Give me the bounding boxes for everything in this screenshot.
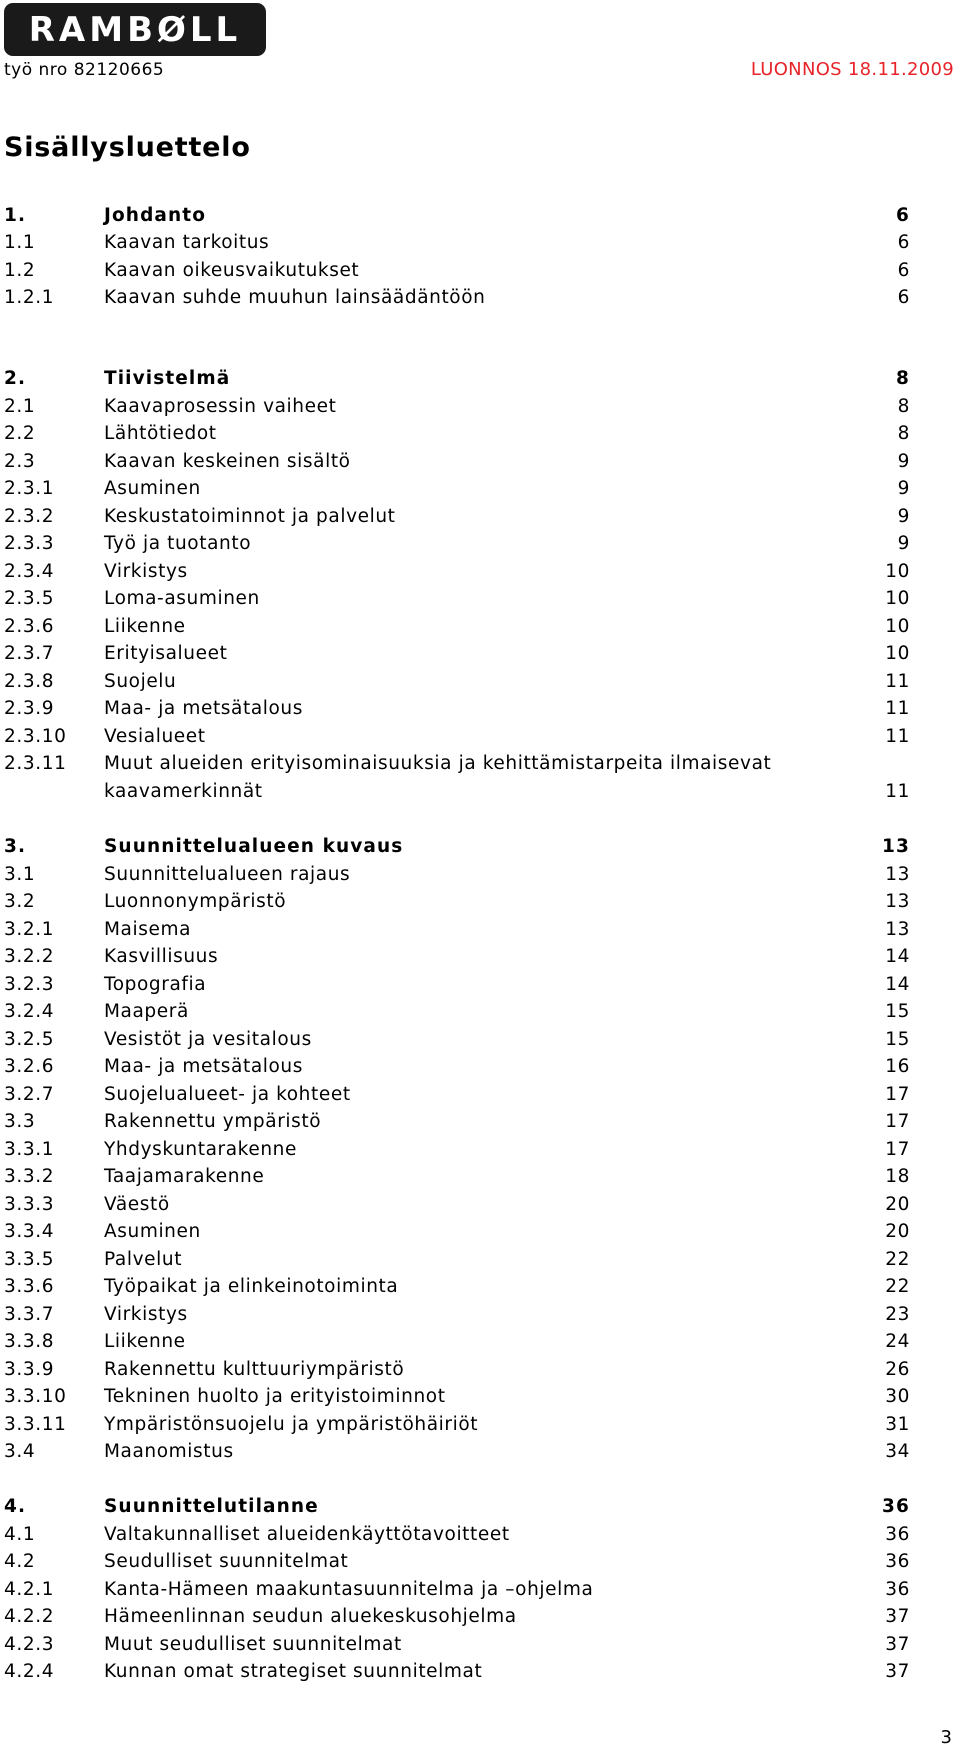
toc-entry-title: Työpaikat ja elinkeinotoiminta bbox=[104, 1276, 399, 1297]
toc-entry-number: 3.2.3 bbox=[4, 974, 55, 995]
toc-entry[interactable] bbox=[0, 778, 960, 806]
toc-entry-number: 1.2.1 bbox=[4, 287, 55, 308]
draft-date-label: LUONNOS 18.11.2009 bbox=[750, 59, 954, 80]
toc-entry-number: 2.3.5 bbox=[4, 588, 55, 609]
toc-entry-title: Maanomistus bbox=[104, 1441, 234, 1462]
toc-entry-title: Työ ja tuotanto bbox=[104, 533, 252, 554]
toc-entry-number: 2.3.11 bbox=[4, 753, 67, 774]
toc-entry[interactable] bbox=[0, 1053, 960, 1081]
toc-entry-page: 34 bbox=[885, 1441, 910, 1462]
toc-entry-page: 37 bbox=[885, 1661, 910, 1682]
toc-entry-page: 20 bbox=[885, 1194, 910, 1215]
toc-entry-title: Asuminen bbox=[104, 478, 201, 499]
toc-entry-title: Keskustatoiminnot ja palvelut bbox=[104, 506, 396, 527]
toc-entry-number: 3.2.1 bbox=[4, 919, 55, 940]
toc-section-heading[interactable] bbox=[0, 365, 960, 393]
toc-section-heading[interactable] bbox=[0, 1493, 960, 1521]
toc-entry[interactable] bbox=[0, 257, 960, 285]
toc-entry-page: 18 bbox=[885, 1166, 910, 1187]
job-number: työ nro 82120665 bbox=[4, 60, 165, 80]
toc-entry-page: 14 bbox=[885, 946, 910, 967]
toc-entry-title: Kunnan omat strategiset suunnitelmat bbox=[104, 1661, 483, 1682]
toc-entry-title: Lähtötiedot bbox=[104, 423, 217, 444]
toc-entry-number: 3.2.7 bbox=[4, 1084, 55, 1105]
toc-entry-title: Kaavan suhde muuhun lainsäädäntöön bbox=[104, 287, 486, 308]
toc-entry[interactable] bbox=[0, 229, 960, 257]
toc-entry-title: Maaperä bbox=[104, 1001, 189, 1022]
toc-entry-title: Seudulliset suunnitelmat bbox=[104, 1551, 349, 1572]
toc-entry[interactable] bbox=[0, 1548, 960, 1576]
toc-entry-title: Luonnonympäristö bbox=[104, 891, 287, 912]
toc-entry-title: Erityisalueet bbox=[104, 643, 228, 664]
toc-entry-page: 11 bbox=[885, 726, 910, 747]
toc-entry-title: Virkistys bbox=[104, 561, 188, 582]
toc-entry-page: 13 bbox=[885, 864, 910, 885]
toc-entry-page: 10 bbox=[885, 588, 910, 609]
toc-entry-number: 3.2 bbox=[4, 891, 36, 912]
toc-entry-title: Kaavan keskeinen sisältö bbox=[104, 451, 351, 472]
toc-entry[interactable] bbox=[0, 1576, 960, 1604]
toc-entry-title: Virkistys bbox=[104, 1304, 188, 1325]
toc-entry[interactable] bbox=[0, 861, 960, 889]
toc-entry-page: 15 bbox=[885, 1001, 910, 1022]
toc-entry-number: 3.2.4 bbox=[4, 1001, 55, 1022]
toc-entry-title: Topografia bbox=[104, 974, 207, 995]
toc-entry-page: 9 bbox=[897, 478, 910, 499]
toc-entry[interactable] bbox=[0, 1658, 960, 1686]
toc-entry-page: 37 bbox=[885, 1634, 910, 1655]
toc-entry-title: Suunnittelualueen rajaus bbox=[104, 864, 351, 885]
toc-entry-title: Rakennettu kulttuuriympäristö bbox=[104, 1359, 405, 1380]
toc-entry[interactable] bbox=[0, 475, 960, 503]
toc-entry[interactable] bbox=[0, 1108, 960, 1136]
toc-entry-title: Suunnittelutilanne bbox=[104, 1496, 319, 1517]
toc-entry[interactable] bbox=[0, 1631, 960, 1659]
toc-entry-title: Liikenne bbox=[104, 1331, 186, 1352]
toc-entry-page: 13 bbox=[885, 891, 910, 912]
toc-entry-number: 3.3.4 bbox=[4, 1221, 55, 1242]
toc-entry-title: Muut alueiden erityisominaisuuksia ja kehittämistarpeita ilmaisevat bbox=[104, 753, 772, 774]
toc-entry-page: 37 bbox=[885, 1606, 910, 1627]
toc-entry[interactable] bbox=[0, 888, 960, 916]
toc-entry-title: Tiivistelmä bbox=[104, 368, 231, 389]
toc-entry-number: 4. bbox=[4, 1496, 27, 1517]
toc-section-heading[interactable] bbox=[0, 833, 960, 861]
toc-entry-title: Suojelualueet- ja kohteet bbox=[104, 1084, 351, 1105]
toc-entry[interactable] bbox=[0, 1603, 960, 1631]
toc-entry-page: 9 bbox=[897, 533, 910, 554]
toc-entry[interactable] bbox=[0, 558, 960, 586]
toc-entry-page: 13 bbox=[882, 836, 910, 857]
toc-entry[interactable] bbox=[0, 1081, 960, 1109]
toc-entry-page: 22 bbox=[885, 1249, 910, 1270]
toc-entry[interactable] bbox=[0, 1163, 960, 1191]
toc-entry[interactable] bbox=[0, 1026, 960, 1054]
toc-entry-title: Kaavaprosessin vaiheet bbox=[104, 396, 337, 417]
toc-entry-number: 2.3.2 bbox=[4, 506, 55, 527]
toc-entry-page: 24 bbox=[885, 1331, 910, 1352]
toc-entry-page: 8 bbox=[897, 423, 910, 444]
toc-entry-number: 2.1 bbox=[4, 396, 36, 417]
toc-entry[interactable] bbox=[0, 1273, 960, 1301]
toc-entry-title: Liikenne bbox=[104, 616, 186, 637]
toc-entry[interactable] bbox=[0, 943, 960, 971]
ramboll-logo bbox=[4, 3, 266, 56]
toc-entry-page: 11 bbox=[885, 698, 910, 719]
toc-entry-number: 2.3.6 bbox=[4, 616, 55, 637]
toc-entry-page: 36 bbox=[885, 1579, 910, 1600]
toc-entry[interactable] bbox=[0, 1328, 960, 1356]
toc-entry-page: 10 bbox=[885, 643, 910, 664]
toc-entry-title: Maisema bbox=[104, 919, 192, 940]
toc-entry-title: Kaavan oikeusvaikutukset bbox=[104, 260, 360, 281]
toc-entry[interactable] bbox=[0, 1136, 960, 1164]
toc-entry-number: 3. bbox=[4, 836, 27, 857]
toc-entry-page: 9 bbox=[897, 506, 910, 527]
toc-entry-page: 23 bbox=[885, 1304, 910, 1325]
toc-entry-number: 1.2 bbox=[4, 260, 36, 281]
toc-entry[interactable] bbox=[0, 530, 960, 558]
toc-entry-number: 2.3.9 bbox=[4, 698, 55, 719]
toc-entry[interactable] bbox=[0, 695, 960, 723]
toc-entry-number: 2.3 bbox=[4, 451, 36, 472]
toc-entry-title: Suunnittelualueen kuvaus bbox=[104, 836, 404, 857]
toc-entry[interactable] bbox=[0, 448, 960, 476]
toc-entry-page: 30 bbox=[885, 1386, 910, 1407]
toc-entry-title: Johdanto bbox=[104, 205, 207, 226]
toc-entry[interactable] bbox=[0, 1301, 960, 1329]
toc-entry-title: Suojelu bbox=[104, 671, 177, 692]
toc-entry-number: 4.1 bbox=[4, 1524, 36, 1545]
toc-entry-page: 17 bbox=[885, 1111, 910, 1132]
toc-section-heading[interactable] bbox=[0, 202, 960, 230]
toc-entry-page: 16 bbox=[885, 1056, 910, 1077]
toc-entry-title: Väestö bbox=[104, 1194, 170, 1215]
toc-entry-number: 3.3.1 bbox=[4, 1139, 55, 1160]
toc-entry-title: Kanta-Hämeen maakuntasuunnitelma ja –ohjelma bbox=[104, 1579, 594, 1600]
toc-entry[interactable] bbox=[0, 1246, 960, 1274]
toc-entry-page: 11 bbox=[885, 781, 910, 802]
toc-entry-page: 6 bbox=[897, 232, 910, 253]
toc-entry[interactable] bbox=[0, 585, 960, 613]
toc-entry[interactable] bbox=[0, 1191, 960, 1219]
toc-entry-number: 4.2.2 bbox=[4, 1606, 55, 1627]
toc-entry-page: 20 bbox=[885, 1221, 910, 1242]
toc-entry-page: 8 bbox=[896, 368, 910, 389]
toc-entry-page: 11 bbox=[885, 671, 910, 692]
toc-entry-title: Vesialueet bbox=[104, 726, 206, 747]
toc-entry-page: 6 bbox=[897, 260, 910, 281]
toc-entry-title: Kasvillisuus bbox=[104, 946, 219, 967]
toc-entry[interactable] bbox=[0, 420, 960, 448]
toc-entry-number: 3.3.3 bbox=[4, 1194, 55, 1215]
toc-entry[interactable] bbox=[0, 998, 960, 1026]
toc-entry-number: 3.3.11 bbox=[4, 1414, 67, 1435]
toc-entry[interactable] bbox=[0, 1383, 960, 1411]
toc-entry-number: 3.3.6 bbox=[4, 1276, 55, 1297]
toc-entry-title: Ympäristönsuojelu ja ympäristöhäiriöt bbox=[104, 1414, 479, 1435]
toc-entry-number: 3.3.9 bbox=[4, 1359, 55, 1380]
toc-entry-title: Kaavan tarkoitus bbox=[104, 232, 270, 253]
toc-entry-title: Hämeenlinnan seudun aluekeskusohjelma bbox=[104, 1606, 517, 1627]
toc-entry-number: 3.3.2 bbox=[4, 1166, 55, 1187]
toc-entry-number: 3.3.7 bbox=[4, 1304, 55, 1325]
toc-entry-page: 26 bbox=[885, 1359, 910, 1380]
toc-entry-number: 2.3.4 bbox=[4, 561, 55, 582]
toc-entry-page: 17 bbox=[885, 1139, 910, 1160]
toc-entry-title: kaavamerkinnät bbox=[104, 781, 263, 802]
toc-entry[interactable] bbox=[0, 1218, 960, 1246]
toc-entry-number: 2.3.3 bbox=[4, 533, 55, 554]
toc-entry-page: 22 bbox=[885, 1276, 910, 1297]
toc-entry-title: Rakennettu ympäristö bbox=[104, 1111, 322, 1132]
logo-wordmark: RAMBØLL bbox=[28, 9, 242, 50]
toc-entry[interactable] bbox=[0, 1356, 960, 1384]
toc-entry-number: 3.2.6 bbox=[4, 1056, 55, 1077]
toc-entry-number: 2.2 bbox=[4, 423, 36, 444]
toc-entry-number: 3.2.5 bbox=[4, 1029, 55, 1050]
toc-entry-page: 14 bbox=[885, 974, 910, 995]
toc-entry[interactable] bbox=[0, 668, 960, 696]
toc-entry-number: 1.1 bbox=[4, 232, 36, 253]
toc-entry-number: 4.2.4 bbox=[4, 1661, 55, 1682]
toc-entry-page: 31 bbox=[885, 1414, 910, 1435]
toc-entry[interactable] bbox=[0, 393, 960, 421]
toc-entry-title: Maa- ja metsätalous bbox=[104, 1056, 303, 1077]
toc-entry-page: 10 bbox=[885, 561, 910, 582]
toc-entry-page: 17 bbox=[885, 1084, 910, 1105]
toc-entry[interactable] bbox=[0, 1438, 960, 1466]
page-number: 3 bbox=[940, 1727, 952, 1748]
toc-entry-page: 8 bbox=[897, 396, 910, 417]
toc-entry-title: Taajamarakenne bbox=[104, 1166, 265, 1187]
toc-entry-title: Valtakunnalliset alueidenkäyttötavoitteet bbox=[104, 1524, 510, 1545]
toc-entry-number: 3.3 bbox=[4, 1111, 36, 1132]
toc-entry-number: 3.3.5 bbox=[4, 1249, 55, 1270]
toc-entry-title: Muut seudulliset suunnitelmat bbox=[104, 1634, 402, 1655]
toc-entry-number: 2. bbox=[4, 368, 27, 389]
toc-entry-title: Maa- ja metsätalous bbox=[104, 698, 303, 719]
toc-entry[interactable] bbox=[0, 723, 960, 751]
toc-entry[interactable] bbox=[0, 503, 960, 531]
toc-entry-number: 4.2 bbox=[4, 1551, 36, 1572]
toc-entry-page: 36 bbox=[885, 1524, 910, 1545]
toc-entry-page: 36 bbox=[882, 1496, 910, 1517]
toc-entry[interactable] bbox=[0, 916, 960, 944]
toc-entry-number: 4.2.3 bbox=[4, 1634, 55, 1655]
toc-entry-title: Yhdyskuntarakenne bbox=[104, 1139, 297, 1160]
toc-entry-number: 2.3.1 bbox=[4, 478, 55, 499]
toc-entry-number: 4.2.1 bbox=[4, 1579, 55, 1600]
toc-entry-number: 3.3.10 bbox=[4, 1386, 67, 1407]
toc-entry-page: 9 bbox=[897, 451, 910, 472]
toc-entry-number: 2.3.10 bbox=[4, 726, 67, 747]
toc-entry-number: 1. bbox=[4, 205, 27, 226]
toc-entry-page: 6 bbox=[897, 287, 910, 308]
toc-entry[interactable] bbox=[0, 613, 960, 641]
toc-entry[interactable] bbox=[0, 1521, 960, 1549]
toc-entry[interactable] bbox=[0, 971, 960, 999]
toc-entry[interactable] bbox=[0, 284, 960, 312]
toc-entry-number: 3.3.8 bbox=[4, 1331, 55, 1352]
toc-entry-page: 36 bbox=[885, 1551, 910, 1572]
toc-entry-title: Vesistöt ja vesitalous bbox=[104, 1029, 312, 1050]
toc-entry-number: 2.3.8 bbox=[4, 671, 55, 692]
toc-entry[interactable] bbox=[0, 1411, 960, 1439]
toc-entry-title: Loma-asuminen bbox=[104, 588, 260, 609]
toc-entry-title: Palvelut bbox=[104, 1249, 183, 1270]
toc-entry-number: 2.3.7 bbox=[4, 643, 55, 664]
toc-entry[interactable] bbox=[0, 750, 960, 778]
toc-entry-page: 6 bbox=[896, 205, 910, 226]
toc-entry-number: 3.4 bbox=[4, 1441, 36, 1462]
toc-entry-number: 3.1 bbox=[4, 864, 36, 885]
toc-entry-title: Asuminen bbox=[104, 1221, 201, 1242]
toc-entry-number: 3.2.2 bbox=[4, 946, 55, 967]
toc-entry-page: 10 bbox=[885, 616, 910, 637]
toc-entry-title: Tekninen huolto ja erityistoiminnot bbox=[104, 1386, 446, 1407]
toc-entry-page: 15 bbox=[885, 1029, 910, 1050]
toc-entry-page: 13 bbox=[885, 919, 910, 940]
toc-entry[interactable] bbox=[0, 640, 960, 668]
toc-title: Sisällysluettelo bbox=[4, 132, 251, 163]
